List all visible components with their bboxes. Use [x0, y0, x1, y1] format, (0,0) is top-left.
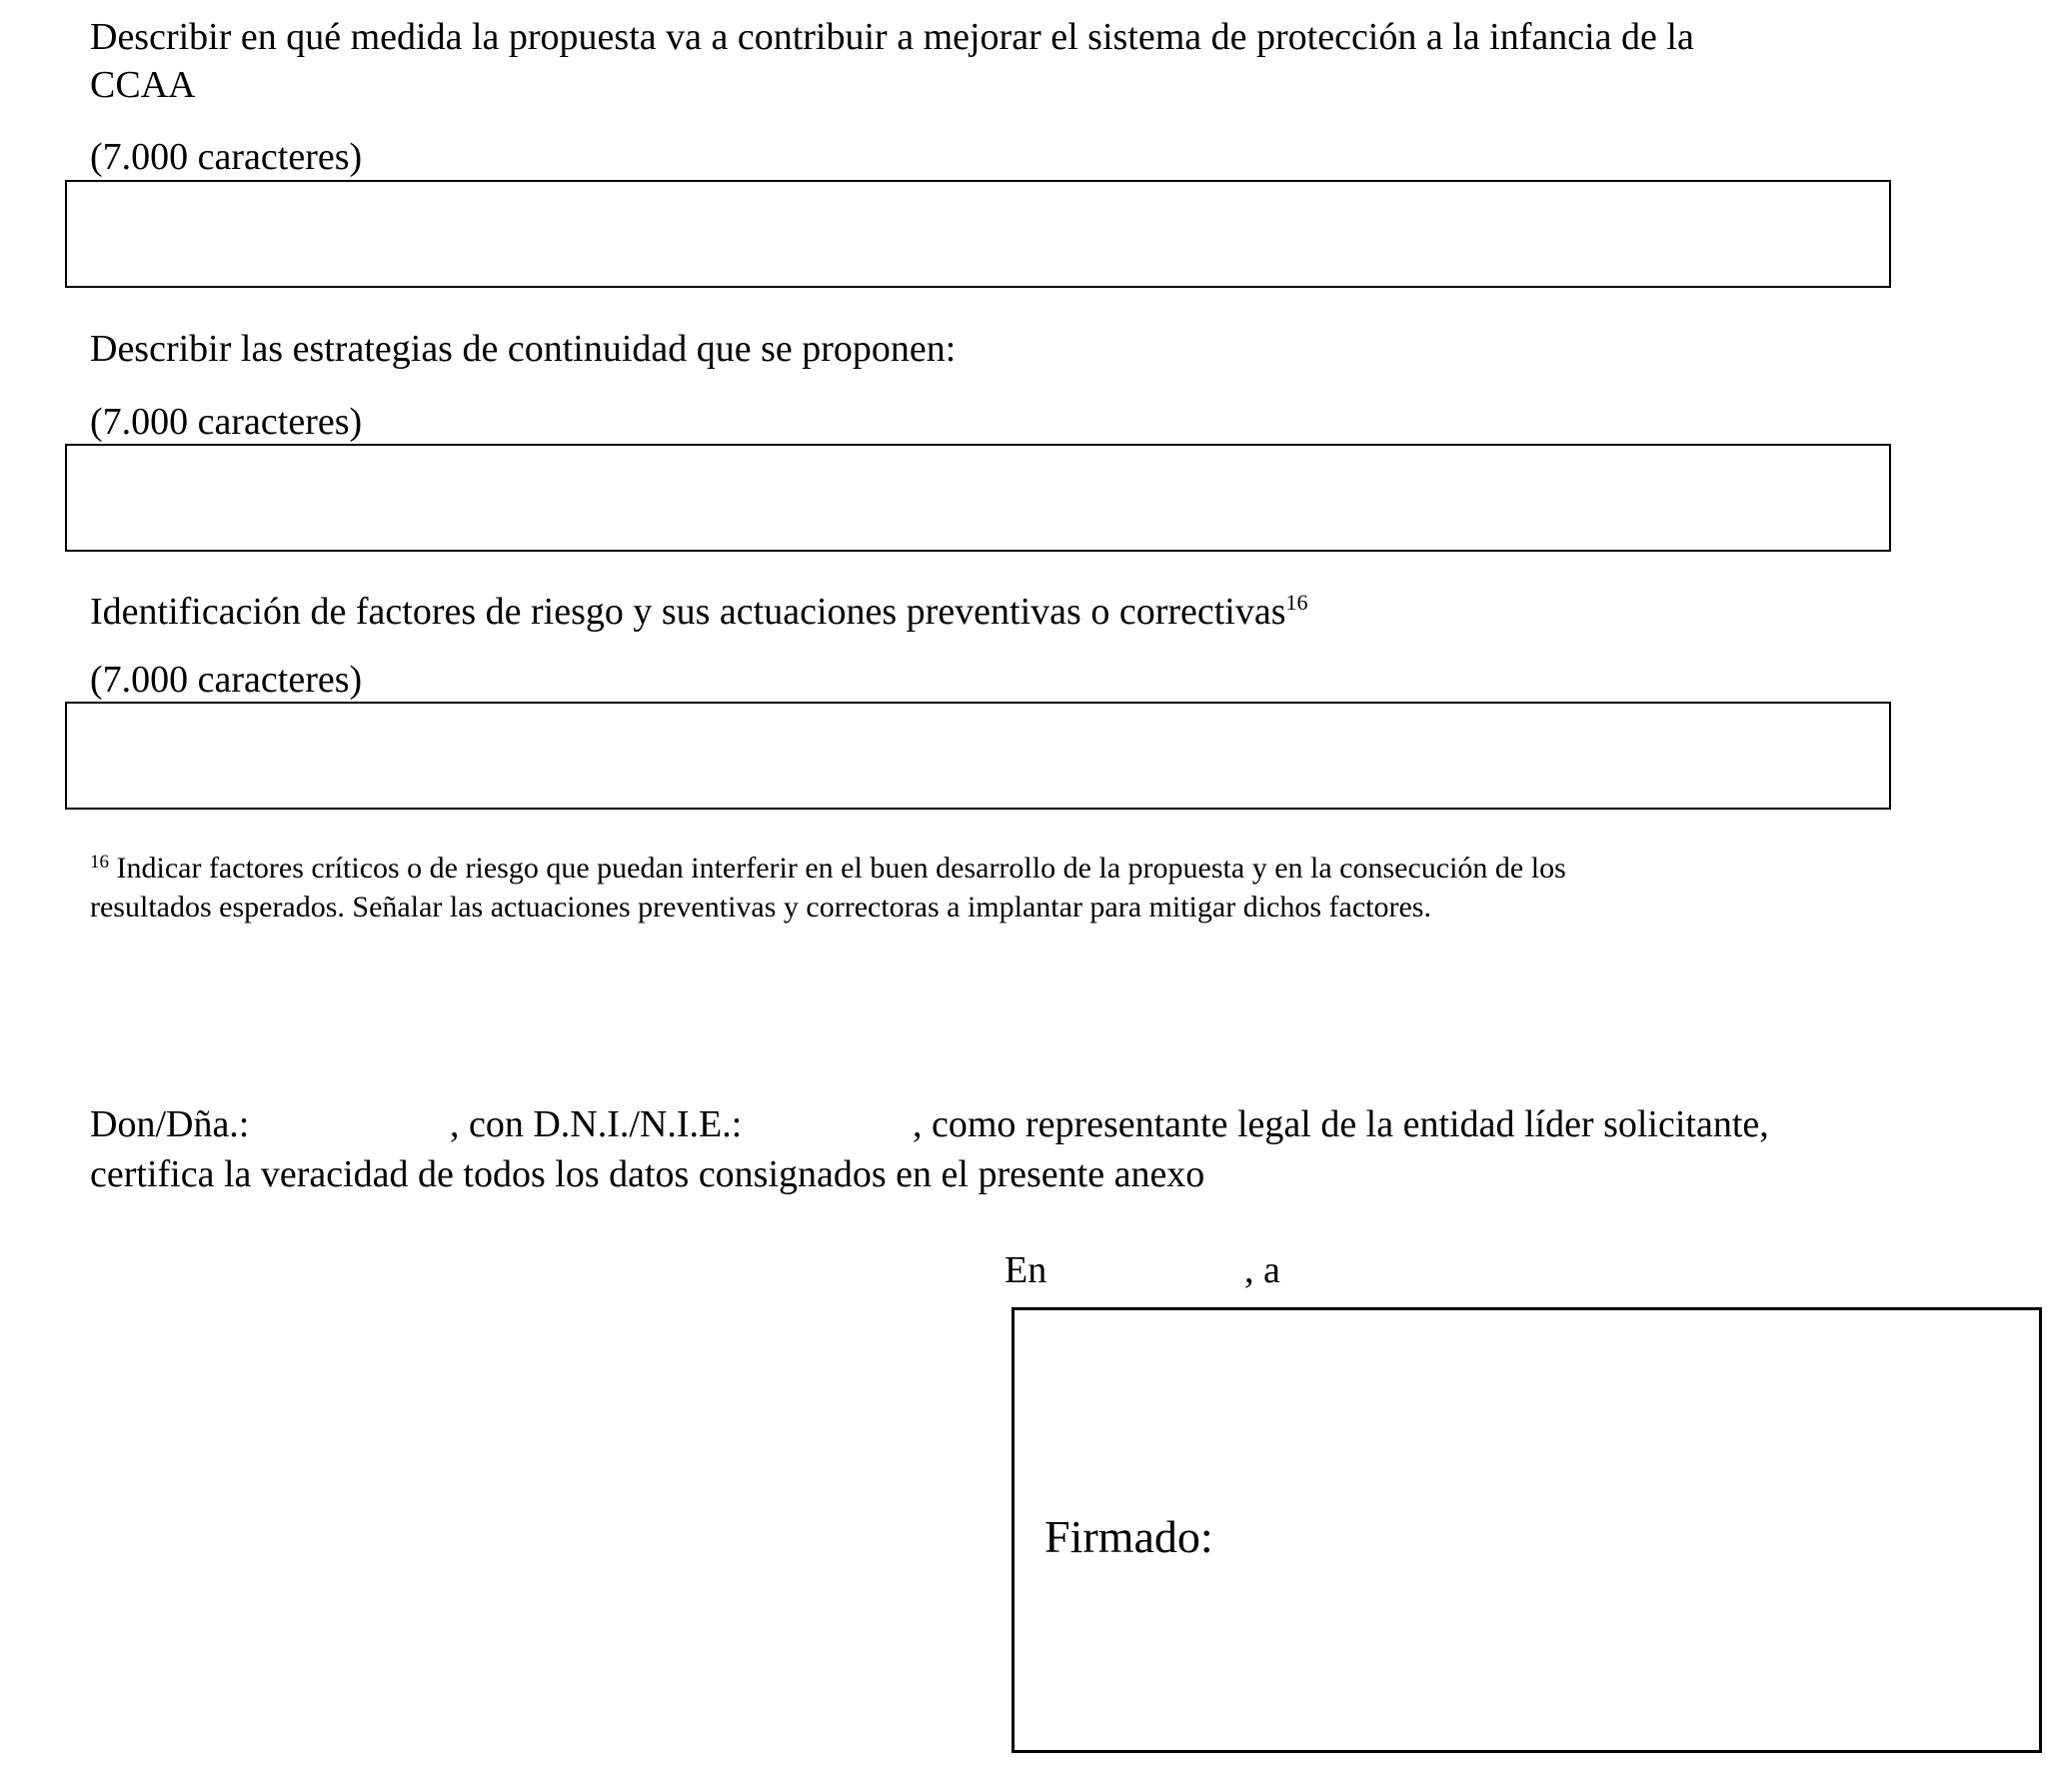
section1-char-limit: (7.000 caracteres) — [90, 136, 363, 178]
signature-a-label: , a — [1244, 1249, 1280, 1291]
section3-question-text: Identificación de factores de riesgo y sus actuaciones preventivas o correctivas — [90, 591, 1286, 633]
section3-text-field[interactable] — [65, 702, 1891, 810]
signature-place-field[interactable] — [1059, 1245, 1239, 1295]
certification-dni-field[interactable] — [776, 1099, 911, 1149]
footnote-line2: resultados esperados. Señalar las actuaciones preventivas y correctoras a implantar para mitigar dichos factores. — [90, 891, 1431, 923]
certification-rest-line1: , como representante legal de la entidad líder solicitante, — [913, 1103, 1769, 1145]
section1-question-line2: CCAA — [90, 64, 196, 106]
section1-question-line1: Describir en qué medida la propuesta va a contribuir a mejorar el sistema de protección a la infancia de la — [90, 16, 1694, 58]
certification-dni-label: , con D.N.I./N.I.E.: — [450, 1103, 743, 1145]
section1-text-field[interactable] — [65, 180, 1891, 288]
signature-en-label: En — [1005, 1249, 1047, 1291]
signature-box[interactable] — [1012, 1307, 2042, 1753]
section2-question: Describir las estrategias de continuidad que se proponen: — [90, 328, 957, 370]
footnote-text-line1: Indicar factores críticos o de riesgo que puedan interferir en el buen desarrollo de la propuesta y en la consecución de los — [116, 852, 1566, 885]
certification-name-field[interactable] — [268, 1099, 448, 1149]
section3-question — [90, 587, 1308, 637]
signature-date-field[interactable] — [1299, 1245, 1499, 1295]
certification-line2: certifica la veracidad de todos los datos consignados en el presente anexo — [90, 1153, 1205, 1195]
certification-don-label: Don/Dña.: — [90, 1103, 250, 1145]
section3-char-limit: (7.000 caracteres) — [90, 659, 363, 701]
footnote-line1 — [90, 849, 1566, 888]
footnote-number: 16 — [90, 852, 109, 873]
firmado-label: Firmado: — [1044, 1511, 1213, 1562]
section2-char-limit: (7.000 caracteres) — [90, 401, 363, 443]
footnote-reference[interactable]: 16 — [1285, 590, 1308, 615]
section2-text-field[interactable] — [65, 444, 1891, 552]
